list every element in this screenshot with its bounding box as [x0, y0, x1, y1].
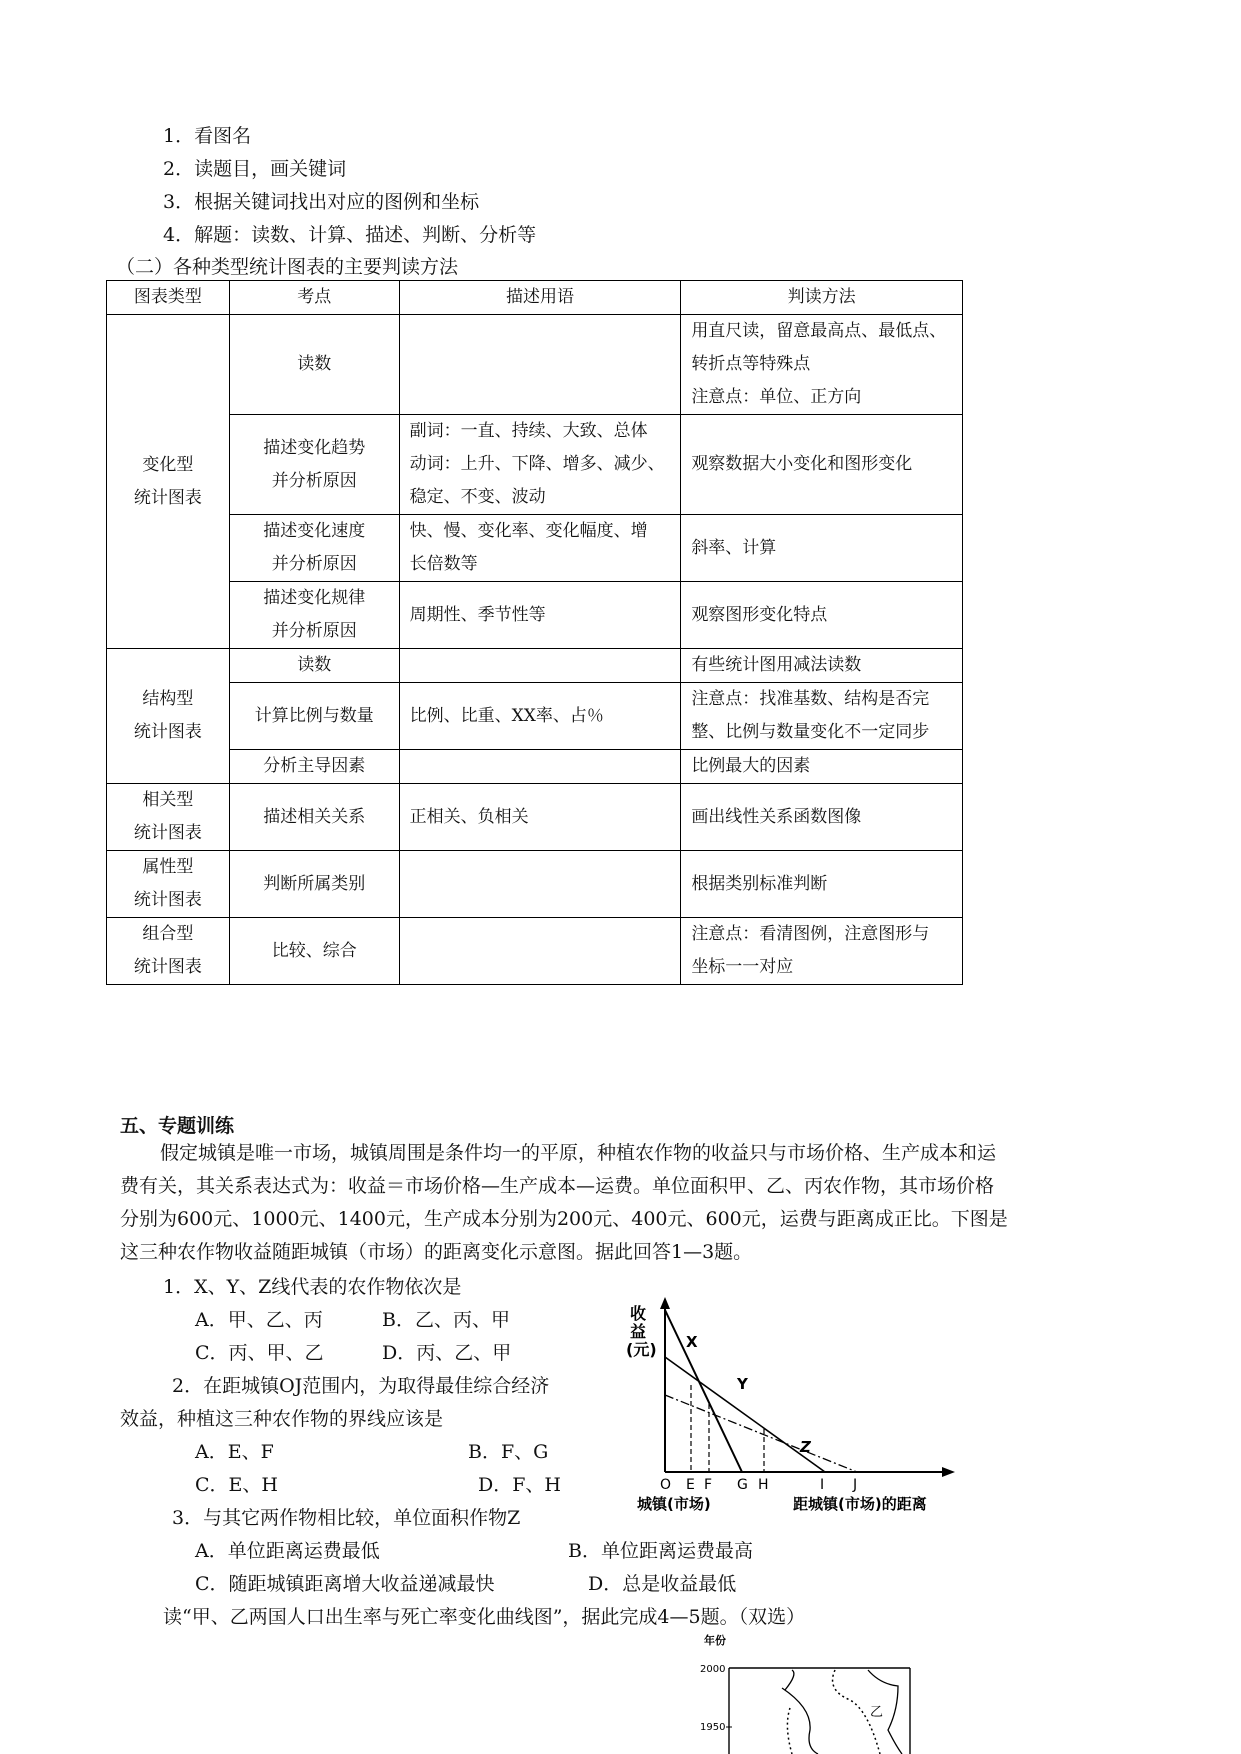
xlabel-right: 距城镇(市场)的距离	[793, 1495, 927, 1513]
method-cell	[681, 515, 963, 582]
xlabel-left: 城镇(市场)	[637, 1495, 711, 1513]
terms-cell	[399, 918, 681, 985]
question-2-line1: 2．在距城镇OJ范围内，为取得最佳综合经济	[172, 1375, 550, 1397]
method-cell	[681, 315, 963, 415]
terms-cell	[399, 851, 681, 918]
section5-paragraph	[120, 1137, 1120, 1269]
q3-option-c: C．随距城镇距离增大收益递减最快	[195, 1573, 495, 1595]
method-cell	[681, 918, 963, 985]
point-line: 并分析原因	[271, 470, 357, 491]
label-z: Z	[800, 1438, 811, 1456]
terms-line: 长倍数等	[409, 554, 478, 574]
method-cell	[681, 784, 963, 851]
type-line: 变化型	[142, 454, 194, 475]
para-line: 费有关，其关系表达式为：收益＝市场价格—生产成本—运费。单位面积甲、乙、丙农作物，其市场价格	[120, 1175, 995, 1197]
y-axis-arrow	[660, 1297, 670, 1309]
q1-option-d: D．丙、乙、甲	[382, 1342, 512, 1364]
terms-cell	[399, 415, 681, 515]
ylabel-1: 收	[630, 1304, 647, 1323]
method-cell	[681, 750, 963, 784]
ylabel-3: (元)	[626, 1340, 657, 1359]
method-line: 坐标一一对应	[691, 957, 794, 977]
terms-cell	[399, 582, 681, 649]
para-line: 分别为600元、1000元、1400元，生产成本分别为200元、400元、600元，运费与距离成正比。下图是	[120, 1208, 1008, 1230]
fig2-label-yi: 乙	[870, 1705, 884, 1720]
q2-option-a: A．E、F	[195, 1441, 274, 1463]
step-4: 4．解题：读数、计算、描述、判断、分析等	[163, 224, 537, 246]
label-y: Y	[737, 1375, 748, 1393]
point-cell	[229, 315, 399, 415]
point-line: 计算比例与数量	[254, 705, 374, 726]
label-x: X	[686, 1333, 698, 1351]
method-line: 注意点：单位、正方向	[691, 387, 862, 407]
point-line: 并分析原因	[271, 554, 357, 574]
point-line: 读数	[297, 655, 332, 675]
q3-option-a: A．单位距离运费最低	[195, 1540, 380, 1562]
point-line: 并分析原因	[271, 621, 357, 641]
table-row	[107, 415, 963, 515]
point-line: 描述变化趋势	[263, 437, 366, 458]
table-row	[107, 851, 963, 918]
point-cell	[229, 750, 399, 784]
table-row	[107, 582, 963, 649]
method-cell	[681, 582, 963, 649]
terms-cell	[399, 683, 681, 750]
terms-line: 动词：上升、下降、增多、减少、	[409, 454, 665, 474]
fig2-ylabel: 年份	[704, 1634, 726, 1647]
point-cell	[229, 582, 399, 649]
tick-f: F	[704, 1477, 713, 1493]
type-line: 统计图表	[133, 890, 202, 910]
fig2-tick-2000: 2000	[700, 1664, 726, 1675]
type-line: 属性型	[142, 857, 194, 877]
revenue-distance-figure	[625, 1295, 955, 1515]
terms-line: 周期性、季节性等	[409, 604, 546, 625]
method-cell	[681, 649, 963, 683]
method-line: 观察数据大小变化和图形变化	[691, 454, 913, 474]
point-cell	[229, 415, 399, 515]
terms-cell	[399, 750, 681, 784]
point-line: 描述变化规律	[263, 588, 366, 608]
q2-option-c: C．E、H	[195, 1474, 278, 1496]
question-1: 1．X、Y、Z线代表的农作物依次是	[163, 1276, 462, 1298]
point-line: 描述变化速度	[263, 521, 366, 541]
point-cell	[229, 918, 399, 985]
method-line: 画出线性关系函数图像	[691, 806, 862, 827]
header-terms: 描述用语	[399, 281, 681, 315]
terms-cell	[399, 515, 681, 582]
type-cell	[107, 649, 230, 784]
type-cell	[107, 851, 230, 918]
tick-e: E	[686, 1477, 695, 1493]
point-cell	[229, 851, 399, 918]
method-line: 用直尺读，留意最高点、最低点、	[691, 321, 947, 341]
terms-cell	[399, 784, 681, 851]
terms-line: 快、慢、变化率、变化幅度、增	[409, 521, 648, 541]
header-type: 图表类型	[107, 281, 230, 315]
type-line: 统计图表	[133, 722, 202, 742]
q1-option-b: B．乙、丙、甲	[382, 1309, 510, 1331]
line-z	[665, 1395, 857, 1472]
type-line: 结构型	[142, 689, 194, 709]
type-line: 统计图表	[133, 957, 202, 977]
table-row	[107, 315, 963, 415]
method-cell	[681, 415, 963, 515]
table-row	[107, 750, 963, 784]
method-cell	[681, 851, 963, 918]
population-rate-figure	[700, 1630, 920, 1754]
q3-option-b: B．单位距离运费最高	[568, 1540, 753, 1562]
terms-cell	[399, 649, 681, 683]
point-cell	[229, 649, 399, 683]
q3-option-d: D．总是收益最低	[588, 1573, 737, 1595]
ylabel-2: 益	[630, 1322, 647, 1341]
tick-h: H	[758, 1477, 769, 1493]
para-line: 这三种农作物收益随距城镇（市场）的距离变化示意图。据此回答1—3题。	[120, 1241, 753, 1263]
point-cell	[229, 683, 399, 750]
type-cell	[107, 784, 230, 851]
fig2-curve-solid-1	[782, 1670, 818, 1754]
point-line: 读数	[297, 354, 332, 374]
chart-reading-table	[106, 280, 963, 985]
method-line: 转折点等特殊点	[691, 354, 811, 374]
method-line: 注意点：找准基数、结构是否完	[691, 689, 930, 709]
point-cell	[229, 515, 399, 582]
method-line: 根据类别标准判断	[691, 873, 828, 894]
type-cell	[107, 918, 230, 985]
point-line: 描述相关关系	[263, 806, 366, 827]
method-cell	[681, 683, 963, 750]
terms-line: 稳定、不变、波动	[409, 487, 546, 507]
point-line: 分析主导因素	[263, 756, 366, 776]
tick-j: J	[853, 1477, 858, 1493]
type-line: 统计图表	[133, 487, 202, 508]
step-2: 2．读题目，画关键词	[163, 158, 347, 180]
point-line: 判断所属类别	[263, 873, 366, 894]
tick-i: I	[820, 1477, 825, 1493]
q2-option-b: B．F、G	[468, 1441, 549, 1463]
section2-title: （二）各种类型统计图表的主要判读方法	[116, 256, 459, 278]
table-row	[107, 918, 963, 985]
read-instruction: 读“甲、乙两国人口出生率与死亡率变化曲线图”，据此完成4—5题。（双选）	[163, 1606, 806, 1628]
type-line: 相关型	[142, 790, 194, 810]
type-cell	[107, 315, 230, 649]
table-header-row	[107, 281, 963, 315]
method-line: 有些统计图用减法读数	[691, 655, 862, 675]
table-row	[107, 784, 963, 851]
table-row	[107, 683, 963, 750]
fig2-curve-dotted-1	[787, 1708, 792, 1754]
type-line: 组合型	[142, 924, 194, 944]
q2-option-d: D．F、H	[478, 1474, 561, 1496]
type-line: 统计图表	[133, 823, 202, 843]
method-line: 整、比例与数量变化不一定同步	[691, 722, 930, 742]
terms-cell	[399, 315, 681, 415]
question-2-line2: 效益，种植这三种农作物的界线应该是	[120, 1408, 444, 1430]
section5-title: 五、专题训练	[120, 1115, 235, 1137]
table-row	[107, 649, 963, 683]
method-line: 斜率、计算	[691, 537, 777, 558]
point-line: 比较、综合	[271, 940, 357, 961]
method-line: 注意点：看清图例，注意图形与	[691, 924, 930, 944]
terms-line: 副词：一直、持续、大致、总体	[409, 421, 648, 441]
method-line: 比例最大的因素	[691, 756, 811, 776]
step-3: 3．根据关键词找出对应的图例和坐标	[163, 191, 480, 213]
method-line: 观察图形变化特点	[691, 604, 828, 625]
table-row	[107, 515, 963, 582]
point-cell	[229, 784, 399, 851]
header-point: 考点	[229, 281, 399, 315]
terms-line: 正相关、负相关	[409, 806, 529, 827]
tick-g: G	[737, 1477, 748, 1493]
line-x	[665, 1310, 742, 1472]
terms-line: 比例、比重、XX率、占％	[409, 705, 604, 726]
question-3: 3．与其它两作物相比较，单位面积作物Z	[172, 1507, 521, 1529]
step-1: 1．看图名	[163, 125, 252, 147]
fig2-tick-1950: 1950	[700, 1722, 726, 1733]
para-line: 假定城镇是唯一市场，城镇周围是条件均一的平原，种植农作物的收益只与市场价格、生产成本和运	[160, 1142, 997, 1164]
tick-o: O	[660, 1477, 672, 1493]
header-method: 判读方法	[681, 281, 963, 315]
q1-option-c: C．丙、甲、乙	[195, 1342, 324, 1364]
x-axis-arrow	[942, 1467, 955, 1477]
q1-option-a: A．甲、乙、丙	[195, 1309, 323, 1331]
